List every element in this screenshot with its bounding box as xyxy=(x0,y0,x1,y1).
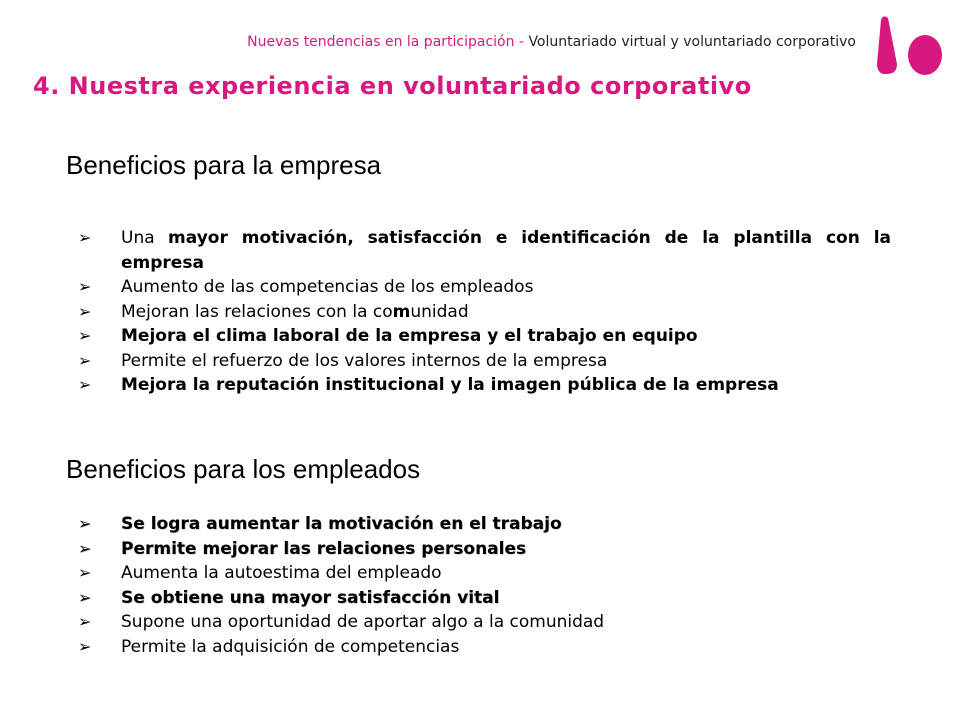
section-title: 4. Nuestra experiencia en voluntariado corporativo xyxy=(33,72,752,100)
list-item: ➢ Permite la adquisición de competencias xyxy=(78,636,460,657)
arrowhead-bullet-icon: ➢ xyxy=(78,514,92,533)
company-benefits-list xyxy=(78,226,891,398)
list-item: ➢ Mejora el clima laboral de la empresa y el trabajo en equipo xyxy=(78,326,698,346)
arrowhead-bullet-icon: ➢ xyxy=(78,612,92,631)
list-item: ➢ Permite el refuerzo de los valores internos de la empresa xyxy=(78,350,608,371)
arrowhead-bullet-icon: ➢ xyxy=(78,538,92,558)
header-breadcrumb xyxy=(0,34,856,50)
employee-benefits-heading: Beneficios para los empleados xyxy=(66,454,421,484)
list-item: ➢ Supone una oportunidad de aportar algo a la comunidad xyxy=(78,612,605,632)
list-item: ➢ Permite mejorar las relaciones personales xyxy=(78,538,527,559)
header-subtopic: Voluntariado virtual y voluntariado corporativo xyxy=(528,34,856,50)
list-item: ➢ Aumenta la autoestima del empleado xyxy=(78,563,442,583)
arrowhead-bullet-icon: ➢ xyxy=(78,301,92,321)
company-benefits-heading: Beneficios para la empresa xyxy=(66,150,382,180)
arrowhead-bullet-icon: ➢ xyxy=(78,350,92,370)
lo-brand-logo-icon xyxy=(873,14,943,76)
list-item: ➢ Se obtiene una mayor satisfacción vital xyxy=(78,587,500,608)
list-item: ➢ Mejoran las relaciones con la comunidad xyxy=(78,301,469,322)
list-item: ➢ Mejora la reputación institucional y la imagen pública de la empresa xyxy=(78,375,779,395)
list-item: ➢ Una mayor motivación, satisfacción e identificación de la plantilla con la empresa xyxy=(78,228,891,273)
list-item: ➢ Aumento de las competencias de los empleados xyxy=(78,277,534,297)
arrowhead-bullet-icon: ➢ xyxy=(78,563,92,582)
header-topic: Nuevas tendencias en la participación - xyxy=(247,34,529,50)
arrowhead-bullet-icon: ➢ xyxy=(78,587,92,607)
arrowhead-bullet-icon: ➢ xyxy=(78,228,92,247)
employee-benefits-list xyxy=(78,512,891,659)
arrowhead-bullet-icon: ➢ xyxy=(78,636,92,656)
arrowhead-bullet-icon: ➢ xyxy=(78,375,92,394)
arrowhead-bullet-icon: ➢ xyxy=(78,326,92,345)
arrowhead-bullet-icon: ➢ xyxy=(78,277,92,296)
list-item: ➢ Se logra aumentar la motivación en el trabajo xyxy=(78,514,562,534)
